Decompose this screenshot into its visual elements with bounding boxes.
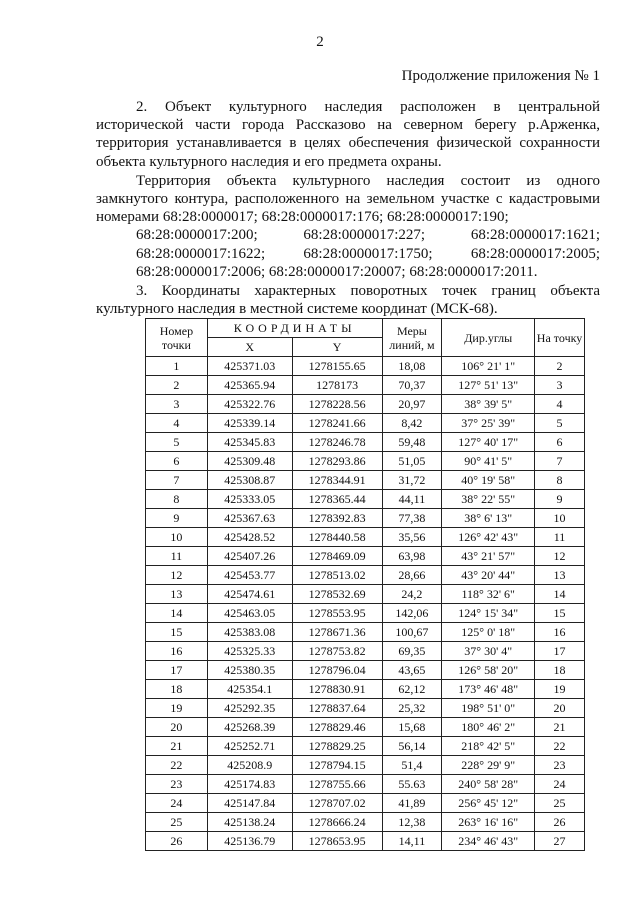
cell-x: 425333.05 — [207, 490, 292, 509]
cell-line-length: 12,38 — [382, 813, 442, 832]
cell-line-length: 51,4 — [382, 756, 442, 775]
cell-point-number: 3 — [146, 395, 208, 414]
cell-line-length: 100,67 — [382, 623, 442, 642]
table-row — [146, 414, 585, 433]
cell-point-number: 13 — [146, 585, 208, 604]
cell-direction-angle: 38° 39' 5" — [442, 395, 535, 414]
cell-line-length: 35,56 — [382, 528, 442, 547]
table-row — [146, 642, 585, 661]
header-coordinates: КООРДИНАТЫ — [207, 319, 382, 338]
table-row — [146, 566, 585, 585]
cell-x: 425292.35 — [207, 699, 292, 718]
cell-direction-angle: 180° 46' 2" — [442, 718, 535, 737]
cell-line-length: 14,11 — [382, 832, 442, 851]
cell-direction-angle: 37° 25' 39" — [442, 414, 535, 433]
cell-x: 425463.05 — [207, 604, 292, 623]
table-row — [146, 794, 585, 813]
cell-x: 425325.33 — [207, 642, 292, 661]
cell-x: 425345.83 — [207, 433, 292, 452]
table-row — [146, 604, 585, 623]
cell-direction-angle: 126° 42' 43" — [442, 528, 535, 547]
cell-point-number: 6 — [146, 452, 208, 471]
cell-x: 425147.84 — [207, 794, 292, 813]
cell-point-number: 22 — [146, 756, 208, 775]
cell-line-length: 69,35 — [382, 642, 442, 661]
cell-y: 1278440.58 — [292, 528, 382, 547]
cell-x: 425339.14 — [207, 414, 292, 433]
table-row — [146, 509, 585, 528]
coordinates-table — [145, 318, 585, 851]
cell-x: 425453.77 — [207, 566, 292, 585]
cell-direction-angle: 37° 30' 4" — [442, 642, 535, 661]
cell-line-length: 59,48 — [382, 433, 442, 452]
cell-line-length: 70,37 — [382, 376, 442, 395]
cell-point-number: 16 — [146, 642, 208, 661]
cell-line-length: 142,06 — [382, 604, 442, 623]
cell-y: 1278173 — [292, 376, 382, 395]
cell-to-point: 4 — [535, 395, 585, 414]
cell-point-number: 15 — [146, 623, 208, 642]
cell-line-length: 56,14 — [382, 737, 442, 756]
cell-point-number: 20 — [146, 718, 208, 737]
cell-to-point: 9 — [535, 490, 585, 509]
table-row — [146, 775, 585, 794]
cell-to-point: 7 — [535, 452, 585, 471]
cell-y: 1278553.95 — [292, 604, 382, 623]
cell-x: 425268.39 — [207, 718, 292, 737]
table-row — [146, 623, 585, 642]
cell-direction-angle: 263° 16' 16" — [442, 813, 535, 832]
cell-x: 425138.24 — [207, 813, 292, 832]
cell-x: 425474.61 — [207, 585, 292, 604]
cell-x: 425174.83 — [207, 775, 292, 794]
cell-y: 1278293.86 — [292, 452, 382, 471]
paragraph-coordinates: 3. Координаты характерных поворотных точек границ объекта культурного наследия в местной системе координат (МСК-68). — [96, 283, 600, 318]
cell-y: 1278837.64 — [292, 699, 382, 718]
cell-point-number: 8 — [146, 490, 208, 509]
cell-to-point: 15 — [535, 604, 585, 623]
cell-x: 425380.35 — [207, 661, 292, 680]
cell-direction-angle: 127° 51' 13" — [442, 376, 535, 395]
cell-to-point: 13 — [535, 566, 585, 585]
cell-y: 1278365.44 — [292, 490, 382, 509]
cell-line-length: 8,42 — [382, 414, 442, 433]
cell-to-point: 10 — [535, 509, 585, 528]
cell-x: 425322.76 — [207, 395, 292, 414]
table-row — [146, 433, 585, 452]
header-x: X — [207, 338, 292, 357]
cell-point-number: 4 — [146, 414, 208, 433]
cell-direction-angle: 38° 22' 55" — [442, 490, 535, 509]
body-text — [96, 98, 600, 321]
cell-point-number: 1 — [146, 357, 208, 376]
cell-to-point: 17 — [535, 642, 585, 661]
cell-y: 1278469.09 — [292, 547, 382, 566]
cell-line-length: 62,12 — [382, 680, 442, 699]
cell-to-point: 27 — [535, 832, 585, 851]
cell-direction-angle: 173° 46' 48" — [442, 680, 535, 699]
cell-direction-angle: 126° 58' 20" — [442, 661, 535, 680]
cell-to-point: 20 — [535, 699, 585, 718]
table-row — [146, 547, 585, 566]
cell-x: 425383.08 — [207, 623, 292, 642]
header-line-length: Меры линий, м — [382, 319, 442, 357]
cadastral-numbers-line-3: 68:28:0000017:1622; 68:28:0000017:1750; 68:28:0000017:2005; — [136, 245, 600, 262]
table-row — [146, 661, 585, 680]
cell-y: 1278755.66 — [292, 775, 382, 794]
cell-line-length: 41,89 — [382, 794, 442, 813]
cell-to-point: 18 — [535, 661, 585, 680]
cell-to-point: 22 — [535, 737, 585, 756]
header-y: Y — [292, 338, 382, 357]
header-point-number: Номер точки — [146, 319, 208, 357]
cell-line-length: 63,98 — [382, 547, 442, 566]
cell-y: 1278392.83 — [292, 509, 382, 528]
cell-point-number: 23 — [146, 775, 208, 794]
cell-point-number: 24 — [146, 794, 208, 813]
cell-point-number: 2 — [146, 376, 208, 395]
cell-point-number: 26 — [146, 832, 208, 851]
cell-point-number: 10 — [146, 528, 208, 547]
cell-line-length: 20,97 — [382, 395, 442, 414]
cell-point-number: 19 — [146, 699, 208, 718]
cell-x: 425428.52 — [207, 528, 292, 547]
cell-to-point: 2 — [535, 357, 585, 376]
table-row — [146, 680, 585, 699]
cell-line-length: 31,72 — [382, 471, 442, 490]
cell-direction-angle: 125° 0' 18" — [442, 623, 535, 642]
cell-line-length: 55.63 — [382, 775, 442, 794]
cell-y: 1278829.25 — [292, 737, 382, 756]
table-row — [146, 585, 585, 604]
cell-to-point: 19 — [535, 680, 585, 699]
cell-y: 1278753.82 — [292, 642, 382, 661]
table-row — [146, 452, 585, 471]
cell-to-point: 6 — [535, 433, 585, 452]
cell-direction-angle: 234° 46' 43" — [442, 832, 535, 851]
page-number: 2 — [316, 34, 324, 50]
cadastral-numbers-line-4: 68:28:0000017:2006; 68:28:0000017:20007; 68:28:0000017:2011. — [136, 263, 538, 280]
cell-direction-angle: 124° 15' 34" — [442, 604, 535, 623]
cell-line-length: 24,2 — [382, 585, 442, 604]
cell-point-number: 14 — [146, 604, 208, 623]
cell-direction-angle: 127° 40' 17" — [442, 433, 535, 452]
cell-x: 425252.71 — [207, 737, 292, 756]
cell-point-number: 12 — [146, 566, 208, 585]
cell-x: 425407.26 — [207, 547, 292, 566]
cell-y: 1278246.78 — [292, 433, 382, 452]
cell-line-length: 25,32 — [382, 699, 442, 718]
cell-direction-angle: 228° 29' 9" — [442, 756, 535, 775]
cell-y: 1278707.02 — [292, 794, 382, 813]
cell-y: 1278532.69 — [292, 585, 382, 604]
cell-to-point: 8 — [535, 471, 585, 490]
table-row — [146, 813, 585, 832]
cell-line-length: 77,38 — [382, 509, 442, 528]
cell-y: 1278829.46 — [292, 718, 382, 737]
table-row — [146, 357, 585, 376]
cell-to-point: 26 — [535, 813, 585, 832]
cell-point-number: 11 — [146, 547, 208, 566]
territory-intro: Территория объекта культурного наследия состоит из одного замкнутого контура, расположенного на земельном участке с кадастровыми номерами 68:28:0000017; 68:28:0000017:176; 68:28:0000017:190; — [96, 172, 600, 226]
cell-y: 1278513.02 — [292, 566, 382, 585]
coordinates-table-body — [146, 357, 585, 851]
cell-to-point: 11 — [535, 528, 585, 547]
cell-to-point: 14 — [535, 585, 585, 604]
cell-y: 1278344.91 — [292, 471, 382, 490]
cell-line-length: 43,65 — [382, 661, 442, 680]
appendix-continuation-note: Продолжение приложения № 1 — [401, 68, 600, 84]
cell-to-point: 5 — [535, 414, 585, 433]
cell-to-point: 24 — [535, 775, 585, 794]
cell-point-number: 9 — [146, 509, 208, 528]
cell-y: 1278666.24 — [292, 813, 382, 832]
header-to-point: На точку — [535, 319, 585, 357]
cell-line-length: 15,68 — [382, 718, 442, 737]
cell-to-point: 16 — [535, 623, 585, 642]
table-row — [146, 376, 585, 395]
cell-direction-angle: 106° 21' 1" — [442, 357, 535, 376]
cell-point-number: 5 — [146, 433, 208, 452]
cell-direction-angle: 43° 20' 44" — [442, 566, 535, 585]
cell-y: 1278228.56 — [292, 395, 382, 414]
table-row — [146, 832, 585, 851]
cell-to-point: 25 — [535, 794, 585, 813]
cell-point-number: 7 — [146, 471, 208, 490]
paragraph-location: 2. Объект культурного наследия расположен в центральной исторической части города Рассказово на северном берегу р.Арженка, территория устанавливается в целях обеспечения физической сохранности объекта культурного наследия и его предмета охраны. — [96, 99, 600, 170]
cell-point-number: 21 — [146, 737, 208, 756]
header-direction-angle: Дир.углы — [442, 319, 535, 357]
cell-line-length: 28,66 — [382, 566, 442, 585]
cell-x: 425354.1 — [207, 680, 292, 699]
cell-direction-angle: 90° 41' 5" — [442, 452, 535, 471]
cell-to-point: 3 — [535, 376, 585, 395]
cell-y: 1278796.04 — [292, 661, 382, 680]
cell-direction-angle: 40° 19' 58" — [442, 471, 535, 490]
cell-point-number: 18 — [146, 680, 208, 699]
cell-line-length: 18,08 — [382, 357, 442, 376]
cell-to-point: 23 — [535, 756, 585, 775]
cell-y: 1278671.36 — [292, 623, 382, 642]
cell-x: 425208.9 — [207, 756, 292, 775]
cell-y: 1278155.65 — [292, 357, 382, 376]
paragraph-territory — [96, 172, 600, 281]
cell-line-length: 44,11 — [382, 490, 442, 509]
cell-direction-angle: 198° 51' 0" — [442, 699, 535, 718]
cell-direction-angle: 43° 21' 57" — [442, 547, 535, 566]
table-row — [146, 718, 585, 737]
cell-x: 425136.79 — [207, 832, 292, 851]
cell-direction-angle: 38° 6' 13" — [442, 509, 535, 528]
cell-y: 1278653.95 — [292, 832, 382, 851]
cell-y: 1278241.66 — [292, 414, 382, 433]
cell-direction-angle: 240° 58' 28" — [442, 775, 535, 794]
cadastral-numbers-line-2: 68:28:0000017:200; 68:28:0000017:227; 68:28:0000017:1621; — [136, 227, 600, 244]
cell-direction-angle: 118° 32' 6" — [442, 585, 535, 604]
table-row — [146, 395, 585, 414]
cell-to-point: 12 — [535, 547, 585, 566]
cell-x: 425371.03 — [207, 357, 292, 376]
cell-direction-angle: 256° 45' 12" — [442, 794, 535, 813]
cell-x: 425308.87 — [207, 471, 292, 490]
cell-direction-angle: 218° 42' 5" — [442, 737, 535, 756]
cell-y: 1278830.91 — [292, 680, 382, 699]
cell-x: 425309.48 — [207, 452, 292, 471]
table-row — [146, 490, 585, 509]
table-row — [146, 528, 585, 547]
table-row — [146, 737, 585, 756]
cell-point-number: 25 — [146, 813, 208, 832]
cell-line-length: 51,05 — [382, 452, 442, 471]
cell-x: 425367.63 — [207, 509, 292, 528]
cell-y: 1278794.15 — [292, 756, 382, 775]
cell-to-point: 21 — [535, 718, 585, 737]
table-row — [146, 756, 585, 775]
cell-x: 425365.94 — [207, 376, 292, 395]
cell-point-number: 17 — [146, 661, 208, 680]
table-row — [146, 699, 585, 718]
table-row — [146, 471, 585, 490]
